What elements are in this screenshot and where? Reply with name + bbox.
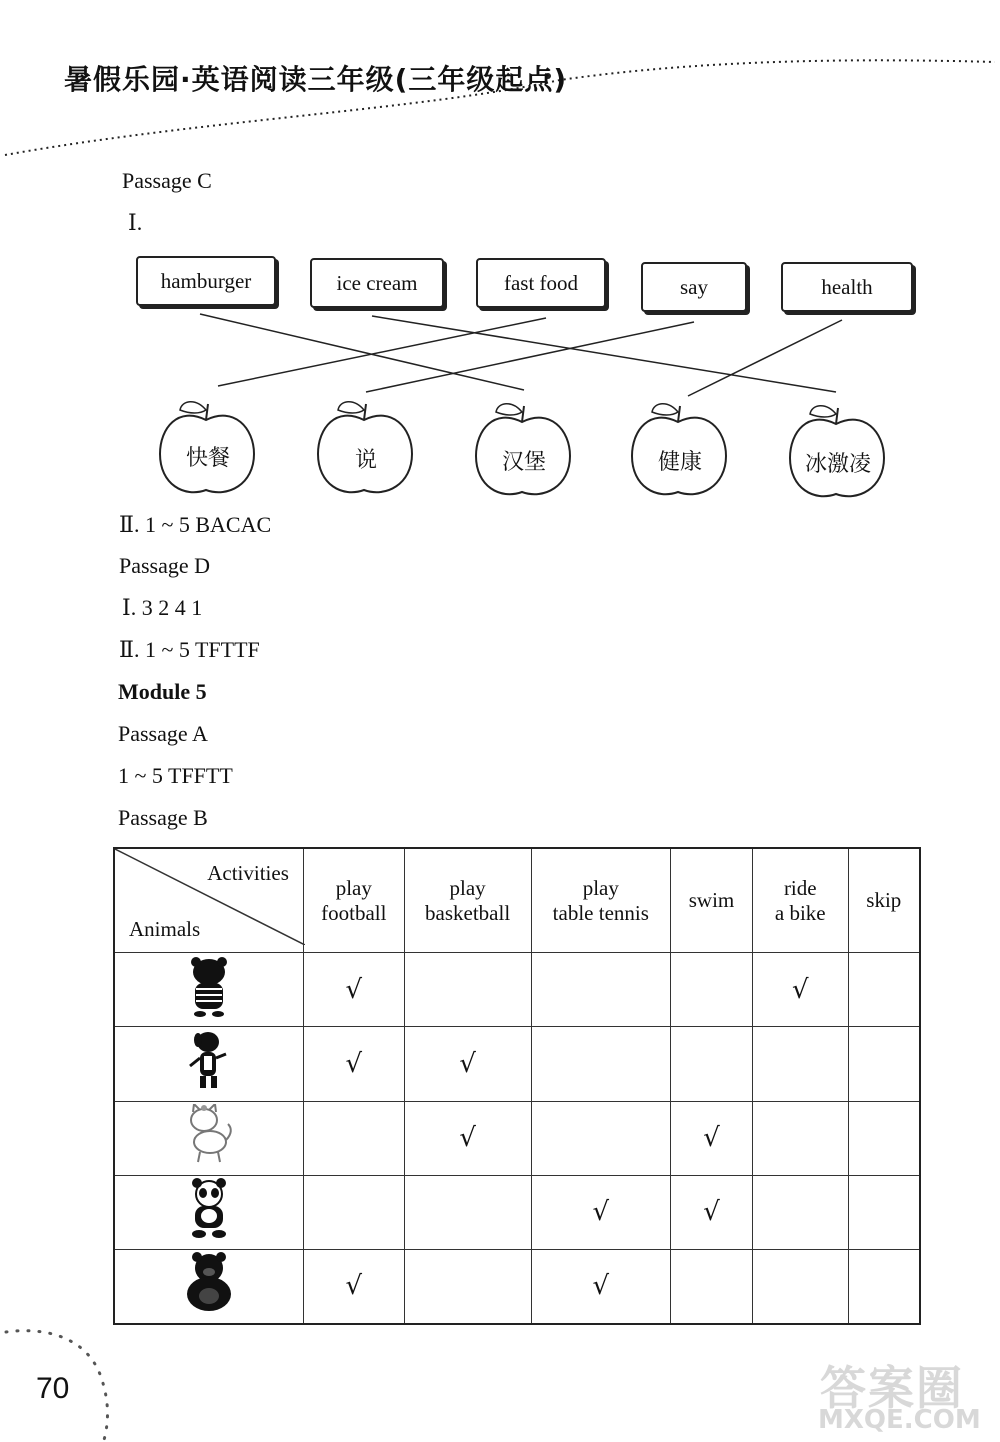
watermark-logo: 答案圈 — [820, 1361, 964, 1415]
column-header-line: ride — [783, 875, 817, 900]
check-cell — [752, 1249, 848, 1324]
check-mark: √ — [791, 974, 809, 1005]
page-number: 70 — [36, 1372, 70, 1405]
check-cell — [848, 1175, 920, 1249]
column-header — [848, 848, 920, 953]
table-row — [114, 1101, 920, 1175]
cat-icon — [184, 1147, 234, 1171]
check-cell — [303, 953, 404, 1027]
check-mark: √ — [703, 1123, 720, 1154]
apple-label: 汉堡 — [501, 450, 546, 475]
check-mark: √ — [703, 1197, 720, 1228]
passage-c-part2-answer: Ⅱ. 1 ~ 5 BACAC — [119, 512, 272, 537]
bear-icon — [181, 1295, 237, 1319]
apple-label: 说 — [354, 448, 377, 473]
check-cell — [404, 1249, 531, 1324]
check-mark: √ — [345, 974, 363, 1005]
animal-cell — [114, 953, 303, 1027]
check-cell — [404, 1101, 531, 1175]
table-corner-cell — [114, 848, 303, 953]
check-cell — [404, 1175, 531, 1249]
table-row — [114, 1027, 920, 1101]
column-header-line: play — [449, 875, 486, 900]
column-header — [531, 848, 671, 953]
check-cell — [671, 1027, 753, 1101]
word-label: say — [680, 274, 708, 299]
dog-icon — [186, 1073, 232, 1097]
corner-label-activities: Activities — [207, 861, 289, 885]
passage-a-heading: Passage A — [118, 721, 208, 746]
animal-cell — [114, 1249, 303, 1324]
table-row — [114, 1175, 920, 1249]
check-mark: √ — [345, 1271, 363, 1302]
check-cell — [531, 1101, 671, 1175]
check-cell — [848, 1249, 920, 1324]
book-title: 暑假乐园·英语阅读三年级(三年级起点) — [64, 63, 568, 96]
apple-label: 快餐 — [185, 446, 230, 471]
check-cell — [531, 1175, 671, 1249]
check-mark: √ — [592, 1271, 610, 1302]
apple-label: 冰激凌 — [804, 452, 871, 477]
check-cell — [752, 1101, 848, 1175]
column-header-line: a bike — [774, 900, 826, 925]
animal-cell — [114, 1101, 303, 1175]
word-label: hamburger — [160, 268, 252, 293]
check-cell — [303, 1027, 404, 1101]
check-cell — [531, 953, 671, 1027]
word-label: fast food — [503, 270, 579, 295]
column-header-line: swim — [688, 888, 735, 913]
check-mark: √ — [345, 1048, 363, 1079]
table-row — [114, 1249, 920, 1324]
check-cell — [848, 953, 920, 1027]
check-cell — [671, 1101, 753, 1175]
check-cell — [671, 1175, 753, 1249]
table-row — [114, 953, 920, 1027]
column-header-line: play — [582, 875, 619, 900]
check-cell — [752, 953, 848, 1027]
column-header — [404, 848, 531, 953]
pig-icon — [186, 999, 232, 1023]
word-label: ice cream — [336, 270, 418, 295]
column-header — [303, 848, 404, 953]
animal-cell — [114, 1175, 303, 1249]
check-mark: √ — [459, 1048, 476, 1079]
check-mark: √ — [592, 1197, 610, 1228]
passage-b-heading: Passage B — [118, 805, 208, 830]
watermark-url: MXQE.COM — [818, 1405, 981, 1435]
column-header-line: basketball — [425, 900, 511, 925]
check-cell — [404, 953, 531, 1027]
module-5-heading: Module 5 — [118, 679, 207, 704]
table-body — [114, 953, 920, 1324]
check-cell — [303, 1175, 404, 1249]
check-cell — [848, 1101, 920, 1175]
column-header-line: skip — [866, 888, 902, 913]
panda-icon — [184, 1221, 234, 1245]
column-header — [752, 848, 848, 953]
check-cell — [531, 1249, 671, 1324]
corner-label-animals: Animals — [129, 917, 201, 942]
column-header — [671, 848, 753, 953]
passage-c-heading: Passage C — [122, 168, 212, 193]
passage-d-part1-answer: Ⅰ. 3 2 4 1 — [122, 595, 203, 620]
check-cell — [303, 1101, 404, 1175]
check-cell — [671, 953, 753, 1027]
check-cell — [752, 1027, 848, 1101]
check-mark: √ — [459, 1123, 476, 1154]
passage-c-part1-label: Ⅰ. — [128, 210, 143, 235]
column-header-line: play — [335, 875, 372, 900]
check-cell — [848, 1027, 920, 1101]
table-header-row — [114, 848, 920, 953]
check-cell — [531, 1027, 671, 1101]
animal-cell — [114, 1027, 303, 1101]
check-cell — [671, 1249, 753, 1324]
column-header-line: football — [321, 900, 387, 925]
check-cell — [404, 1027, 531, 1101]
word-label: health — [821, 274, 873, 299]
passage-d-part2-answer: Ⅱ. 1 ~ 5 TFTTF — [119, 637, 260, 662]
passage-d-heading: Passage D — [119, 553, 211, 578]
check-cell — [752, 1175, 848, 1249]
apple-label: 健康 — [657, 450, 702, 475]
check-cell — [303, 1249, 404, 1324]
activities-table — [113, 847, 921, 1325]
column-header-line: table tennis — [552, 900, 649, 925]
passage-a-answer: 1 ~ 5 TFFTT — [118, 763, 233, 788]
